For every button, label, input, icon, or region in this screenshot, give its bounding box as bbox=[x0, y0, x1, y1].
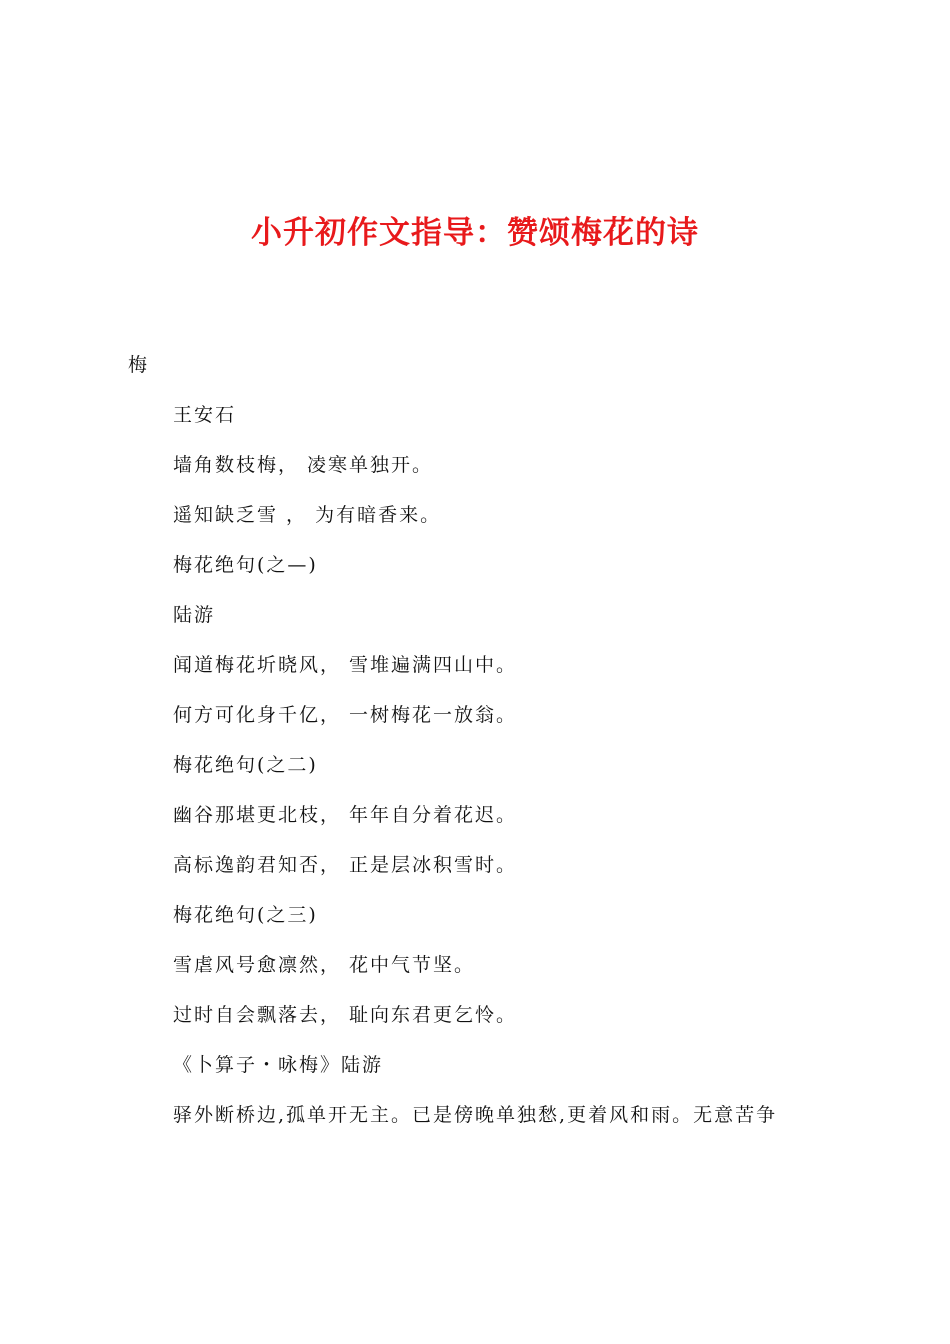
text-line: 遥知缺乏雪 ， 为有暗香来。 bbox=[173, 504, 442, 526]
text-line: 王安石 bbox=[173, 404, 237, 426]
section-heading: 梅 bbox=[128, 354, 148, 376]
text-line: 梅花绝句(之三) bbox=[173, 904, 318, 926]
text-line: 闻道梅花圻晓风， 雪堆遍满四山中。 bbox=[173, 654, 518, 676]
text-line: 过时自会飘落去， 耻向东君更乞怜。 bbox=[173, 1004, 518, 1026]
text-line: 幽谷那堪更北枝， 年年自分着花迟。 bbox=[173, 804, 518, 826]
poem-lines bbox=[173, 402, 873, 1152]
text-line: 墙角数枝梅， 凌寒单独开。 bbox=[173, 454, 434, 476]
document-title: 小升初作文指导：赞颂梅花的诗 bbox=[251, 215, 699, 251]
text-line: 驿外断桥边,孤单开无主。已是傍晚单独愁,更着风和雨。无意苦争 bbox=[173, 1104, 778, 1126]
text-line: 何方可化身千亿， 一树梅花一放翁。 bbox=[173, 704, 518, 726]
text-line: 陆游 bbox=[173, 604, 216, 626]
text-line: 高标逸韵君知否， 正是层冰积雪时。 bbox=[173, 854, 518, 876]
text-line: 雪虐风号愈凛然， 花中气节坚。 bbox=[173, 954, 476, 976]
text-line: 梅花绝句(之—) bbox=[173, 554, 318, 576]
text-line: 梅花绝句(之二) bbox=[173, 754, 318, 776]
text-line: 《卜算子・咏梅》陆游 bbox=[173, 1054, 384, 1076]
